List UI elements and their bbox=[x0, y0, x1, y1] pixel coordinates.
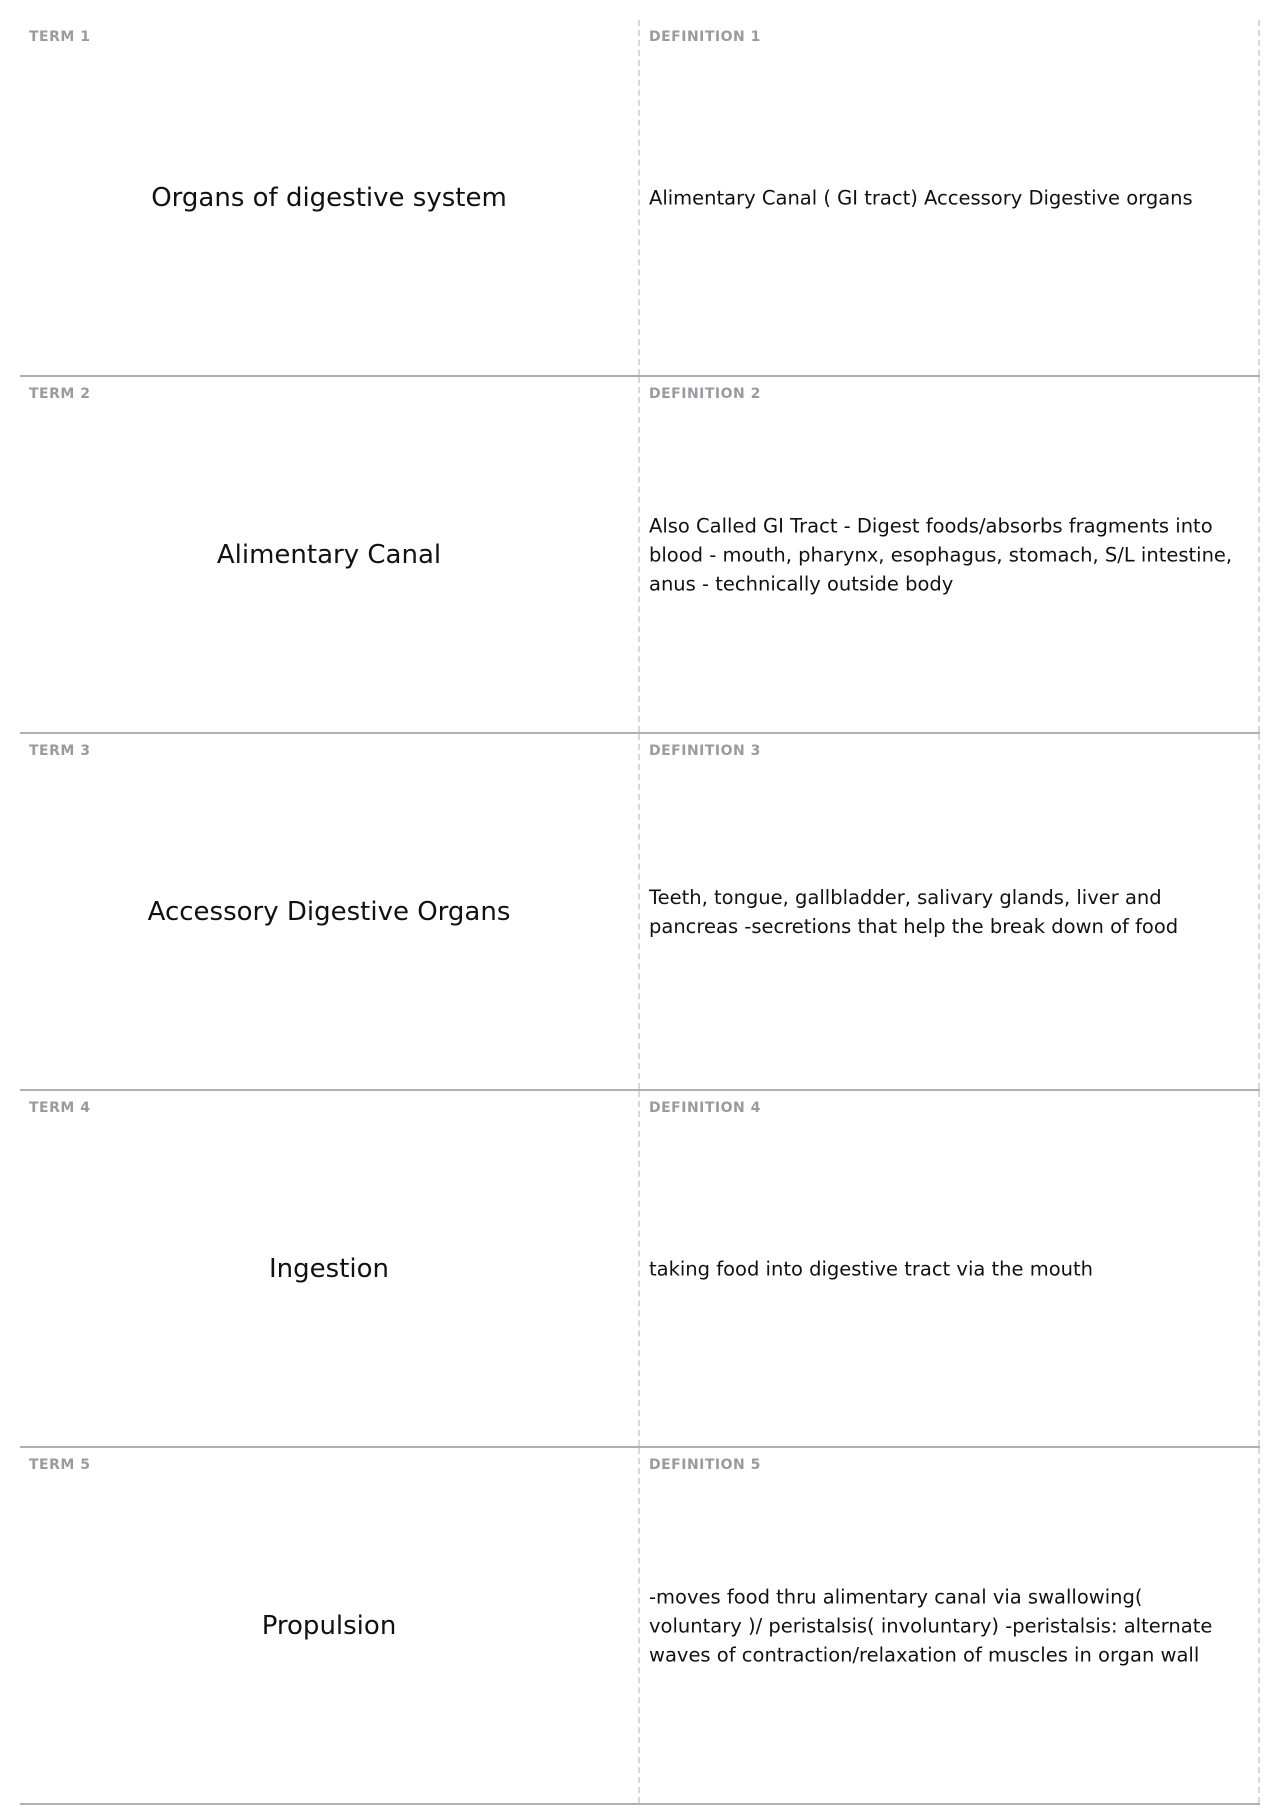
definition-text: -moves food thru alimentary canal via swallowing( voluntary )/ peristalsis( involuntary) -peristalsis: alternate waves of contraction/relaxation of muscles in organ wall bbox=[649, 1585, 1213, 1666]
definition-label: DEFINITION 5 bbox=[649, 1457, 761, 1473]
term-label: TERM 5 bbox=[29, 1457, 91, 1473]
term-text: Ingestion bbox=[269, 1253, 389, 1284]
term-cell bbox=[20, 20, 640, 375]
flashcard-row bbox=[20, 1448, 1260, 1805]
term-text: Propulsion bbox=[261, 1610, 397, 1641]
term-cell bbox=[20, 1091, 640, 1446]
term-label: TERM 1 bbox=[29, 29, 91, 45]
term-cell bbox=[20, 377, 640, 732]
definition-label: DEFINITION 4 bbox=[649, 1100, 761, 1116]
definition-cell bbox=[640, 1448, 1260, 1803]
term-label: TERM 4 bbox=[29, 1100, 91, 1116]
definition-label: DEFINITION 2 bbox=[649, 386, 761, 402]
definition-cell bbox=[640, 20, 1260, 375]
definition-text: taking food into digestive tract via the mouth bbox=[649, 1257, 1093, 1280]
term-label: TERM 3 bbox=[29, 743, 91, 759]
flashcard-row bbox=[20, 734, 1260, 1091]
definition-text: Also Called GI Tract - Digest foods/absorbs fragments into blood - mouth, pharynx, esophagus, stomach, S/L intestine, anus - technically outside body bbox=[649, 514, 1233, 595]
flashcard-sheet bbox=[20, 20, 1260, 1805]
term-text: Organs of digestive system bbox=[151, 182, 507, 213]
flashcard-row bbox=[20, 20, 1260, 377]
term-text: Alimentary Canal bbox=[216, 539, 442, 570]
definition-label: DEFINITION 1 bbox=[649, 29, 761, 45]
definition-text: Teeth, tongue, gallbladder, salivary glands, liver and pancreas -secretions that help the break down of food bbox=[649, 885, 1179, 938]
term-label: TERM 2 bbox=[29, 386, 91, 402]
definition-cell bbox=[640, 734, 1260, 1089]
term-text: Accessory Digestive Organs bbox=[147, 896, 511, 927]
flashcard-row bbox=[20, 377, 1260, 734]
definition-cell bbox=[640, 1091, 1260, 1446]
term-cell bbox=[20, 1448, 640, 1803]
term-cell bbox=[20, 734, 640, 1089]
flashcard-row bbox=[20, 1091, 1260, 1448]
definition-text: Alimentary Canal ( GI tract) Accessory Digestive organs bbox=[649, 186, 1193, 209]
definition-cell bbox=[640, 377, 1260, 732]
definition-label: DEFINITION 3 bbox=[649, 743, 761, 759]
